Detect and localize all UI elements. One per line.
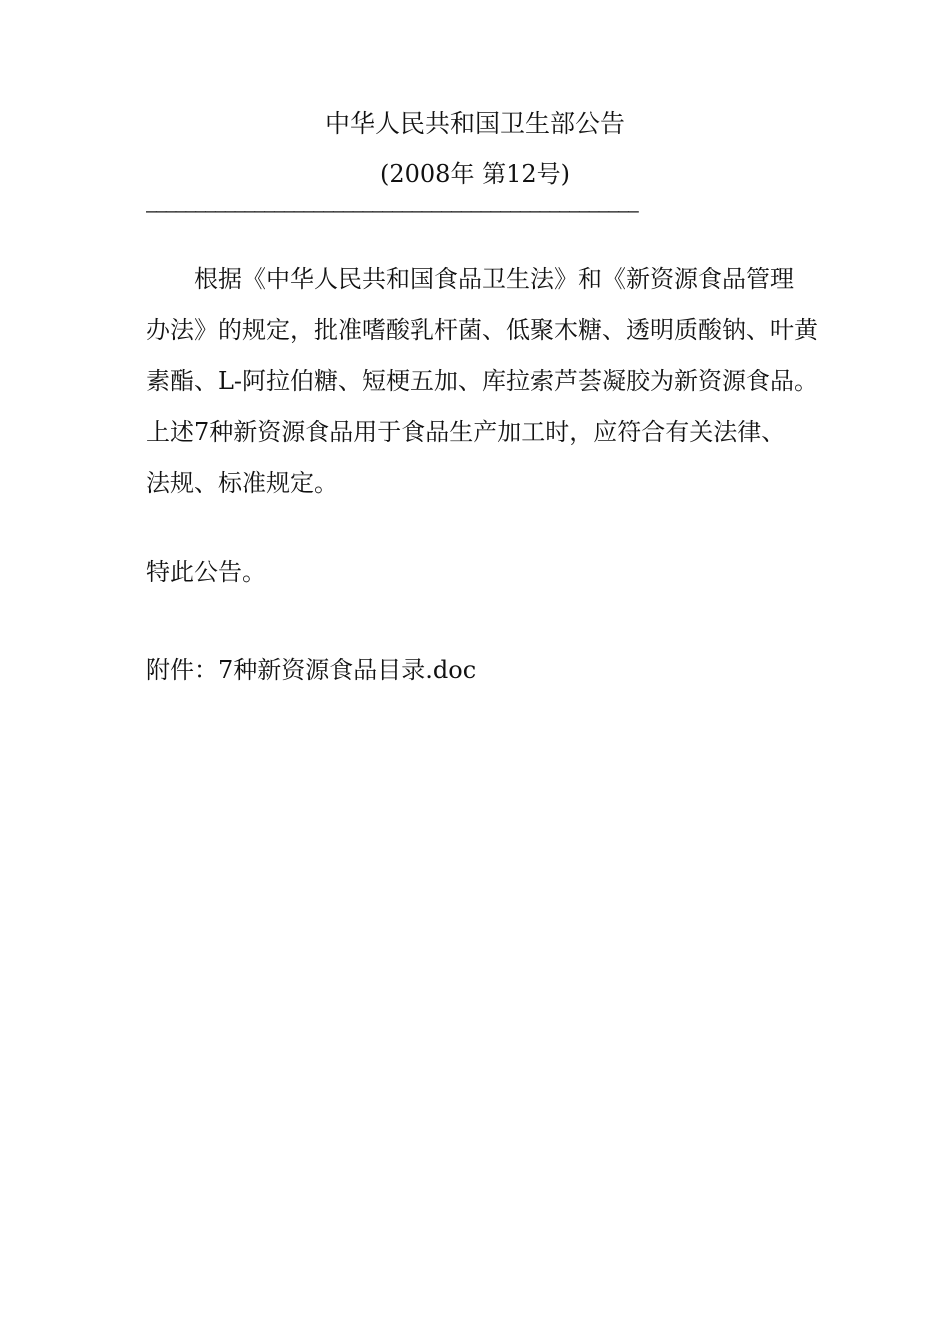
body-line: 上述7种新资源食品用于食品生产加工时，应符合有关法律、 [146,418,786,446]
closing-statement: 特此公告。 [146,558,266,586]
document-title: 中华人民共和国卫生部公告 [324,109,625,138]
separator-line: —————————————————————————————————————————————————— [146,201,638,222]
body-line: 根据《中华人民共和国食品卫生法》和《新资源食品管理 [194,265,794,293]
body-line: 办法》的规定，批准嗜酸乳杆菌、低聚木糖、透明质酸钠、叶黄 [146,316,818,344]
announcement-body [146,254,836,509]
body-line: 素酯、L-阿拉伯糖、短梗五加、库拉索芦荟凝胶为新资源食品。 [146,367,819,395]
attachment-link[interactable]: 附件：7种新资源食品目录.doc [146,656,477,684]
body-line: 法规、标准规定。 [146,469,338,497]
document-number: (2008年 第12号) [380,160,570,188]
